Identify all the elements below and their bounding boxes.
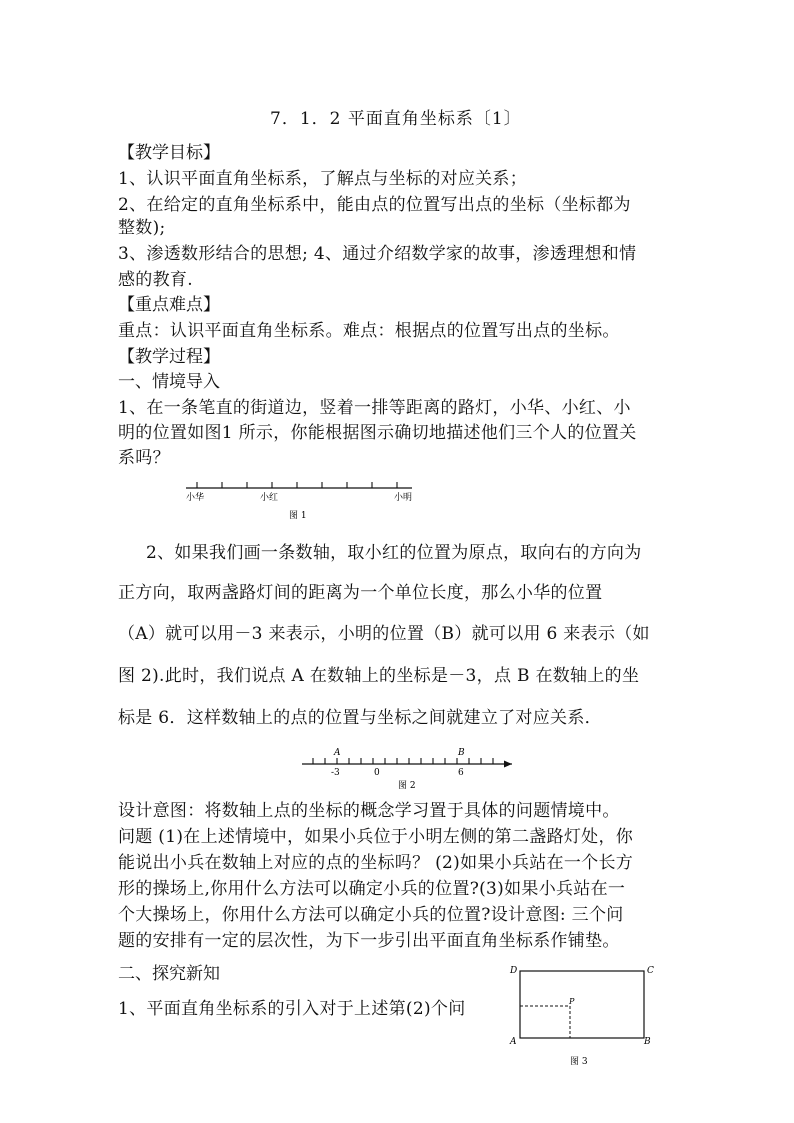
intro-line: 1、平面直角坐标系的引入对于上述第(2)个问	[118, 999, 466, 1019]
paragraph-2-line-1: 2、如果我们画一条数轴，取小红的位置为原点，取向右的方向为	[146, 543, 642, 563]
paragraph-2-line-3: （A）就可以用－3 来表示，小明的位置（B）就可以用 6 来表示（如	[118, 624, 650, 644]
question-1-line-3: 系吗？	[118, 448, 170, 468]
figure-3-label-d: D	[510, 966, 518, 976]
figure-2	[296, 744, 522, 790]
goal-3-line-1: 3、渗透数形结合的思想; 4、通过介绍数学家的故事，渗透理想和情	[118, 244, 637, 264]
figure-2-arrowhead	[504, 761, 512, 768]
section-heading-key: 【重点难点】	[118, 295, 220, 315]
figure-2-label-b: B	[458, 748, 465, 758]
question-1-line-2: 明的位置如图1 所示，你能根据图示确切地描述他们三个人的位置关	[118, 423, 637, 443]
figure-1-label-xiaohua: 小华	[186, 493, 205, 503]
figure-3-caption: 图 3	[570, 1057, 588, 1067]
figure-2-label-a: A	[334, 748, 341, 758]
figure-1-label-xiaoming: 小明	[394, 493, 413, 503]
part-1-heading: 一、情境导入	[118, 372, 220, 392]
figure-3-label-c: C	[647, 966, 654, 976]
goal-3-line-2: 感的教育.	[118, 270, 193, 290]
figure-2-ticks	[313, 758, 493, 764]
section-heading-process: 【教学过程】	[118, 347, 220, 367]
figure-2-caption: 图 2	[398, 781, 416, 790]
questions-line-1: 问题 (1)在上述情境中，如果小兵位于小明左侧的第二盏路灯处，你	[118, 827, 634, 847]
figure-2-tick-label-0: 0	[374, 768, 380, 778]
questions-line-4: 个大操场上，你用什么方法可以确定小兵的位置?设计意图: 三个问	[118, 905, 624, 925]
figure-3-label-a: A	[510, 1037, 517, 1047]
figure-1-ticks	[197, 482, 397, 488]
question-1-line-1: 1、在一条笔直的街道边，竖着一排等距离的路灯，小华、小红、小	[118, 398, 631, 418]
figure-2-tick-label-neg3: -3	[331, 768, 340, 778]
part-2-heading: 二、探究新知	[118, 964, 220, 984]
paragraph-2-line-2: 正方向，取两盏路灯间的距离为一个单位长度，那么小华的位置	[118, 583, 603, 603]
questions-line-5: 题的安排有一定的层次性，为下一步引出平面直角坐标系作铺垫。	[118, 931, 620, 951]
questions-line-3: 形的操场上,你用什么方法可以确定小兵的位置?(3)如果小兵站在一	[118, 879, 626, 899]
section-heading-goals: 【教学目标】	[118, 143, 220, 163]
figure-3	[504, 960, 664, 1072]
figure-2-tick-label-6: 6	[458, 768, 464, 778]
goal-2-line-2: 整数);	[118, 218, 166, 238]
page-title: 7．1．2 平面直角坐标系〔1〕	[270, 109, 522, 129]
figure-3-label-b: B	[644, 1037, 651, 1047]
paragraph-2-line-4: 图 2).此时，我们说点 A 在数轴上的坐标是－3，点 B 在数轴上的坐	[118, 666, 640, 686]
figure-1	[180, 476, 430, 524]
key-points-text: 重点：认识平面直角坐标系。难点：根据点的位置写出点的坐标。	[118, 321, 620, 341]
figure-1-caption: 图 1	[289, 511, 307, 521]
paragraph-2-line-5: 标是 6．这样数轴上的点的位置与坐标之间就建立了对应关系．	[118, 708, 602, 728]
figure-3-rectangle	[520, 971, 644, 1038]
goal-1: 1、认识平面直角坐标系，了解点与坐标的对应关系；	[118, 169, 528, 189]
figure-3-label-p: P	[569, 997, 575, 1006]
questions-line-2: 能说出小兵在数轴上对应的点的坐标吗？ (2)如果小兵站在一个长方	[118, 853, 634, 873]
design-intent-1: 设计意图：将数轴上点的坐标的概念学习置于具体的问题情境中。	[118, 801, 620, 821]
figure-1-label-xiaohong: 小红	[260, 493, 279, 503]
goal-2-line-1: 2、在给定的直角坐标系中，能由点的位置写出点的坐标（坐标都为	[118, 195, 631, 215]
